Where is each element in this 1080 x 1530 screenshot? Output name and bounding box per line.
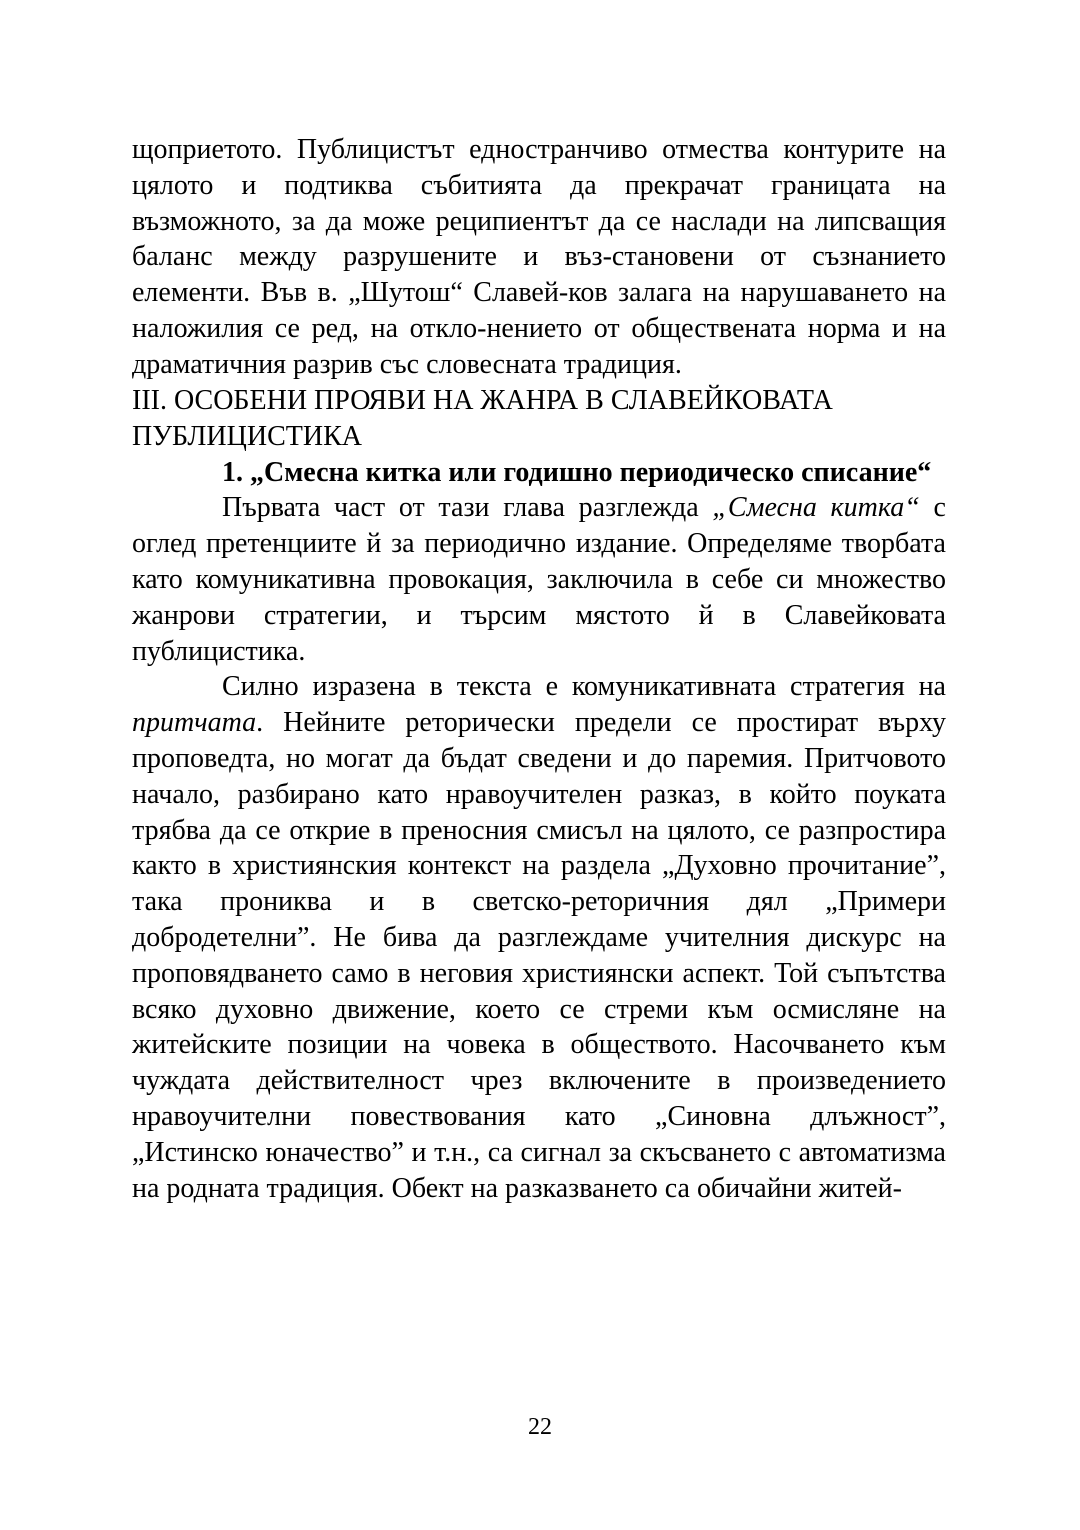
paragraph-text-end: с оглед претенциите й за периодично издание. Определяме творбата като комуникативна провокация, заключила в себе си множество жанрови стратегии, и търсим мястото й в Славейковата публицистика. <box>132 492 946 667</box>
paragraph-text-start: Първата част от тази глава разглежда <box>222 492 713 524</box>
italic-title: „Смесна китка“ <box>712 492 920 524</box>
page-number: 22 <box>528 1414 552 1440</box>
section-heading: III. ОСОБЕНИ ПРОЯВИ НА ЖАНРА В СЛАВЕЙКОВАТА ПУБЛИЦИСТИКА <box>132 384 833 452</box>
subsection-heading: 1. „Смесна китка или годишно периодическо списание“ <box>222 456 932 488</box>
paragraph-text-end: . Нейните реторически предели се простират върху проповедта, но могат да бъдат сведени и до паремия. Притчовото начало, разбирано като нравоучителен разказ, в който поуката трябва да се открие в преносния смисъл на цялото, се разпростира както в християнския контекст на раздела „Духовно прочитание”, така прониква и в светско-реторичния дял „Примери добродетелни”. Не бива да разглеждаме учителния дискурс на проповядването само в неговия християнски аспект. Той съпътства всяко духовно движение, което се стреми към осмисляне на житейските позиции на човека в обществото. Насочването към чуждата действителност чрез включените в произведението нравоучителни повествования като „Синовна длъжност”, „Истинско юначество” и т.н., са сигнал за скъсването с автоматизма на родната традиция. Обект на разказването са обичайни житей- <box>132 707 946 1204</box>
body-text <box>132 132 946 1206</box>
italic-term: притчата <box>132 707 257 739</box>
paragraph-text-start: Силно изразена в текста е комуникативната стратегия на <box>222 671 946 703</box>
paragraph-continuation: щоприетото. Публицистът едностранчиво отмества контурите на цялото и подтиква събитията да прекрачат границата на възможното, за да може реципиентът да се наслади на липсващия баланс между разрушените и въз-становени от съзнанието елементи. Във в. „Шутош“ Славей-ков залага на нарушаването на наложилия се ред, на откло-нението от обществената норма и на драматичния разрив със словесната традиция. <box>132 134 946 380</box>
paragraph-parable <box>132 669 946 1206</box>
paragraph-smesna-kitka <box>132 490 946 669</box>
